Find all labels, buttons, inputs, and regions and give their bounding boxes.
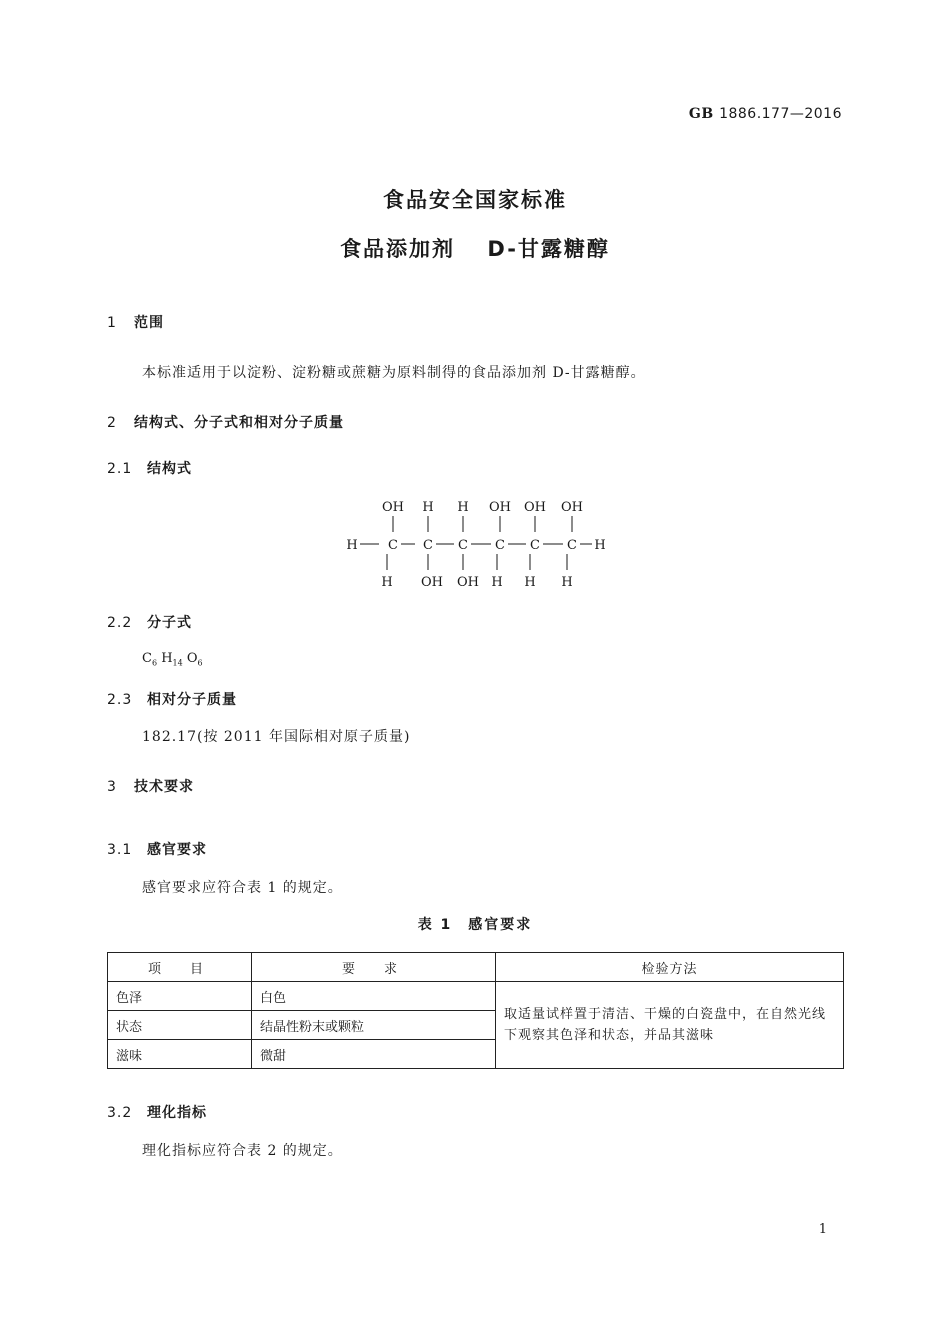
table-1-caption: 表 1 感官要求 xyxy=(417,917,533,933)
section-number: 2 xyxy=(107,415,117,431)
section-number: 2.1 xyxy=(107,461,133,477)
standard-prefix: GB xyxy=(688,106,714,122)
formula-h-count: 14 xyxy=(172,658,183,668)
formula-o-count: 6 xyxy=(197,658,203,668)
section-title: 结构式、分子式和相对分子质量 xyxy=(134,415,344,431)
structural-formula xyxy=(330,492,620,592)
section-number: 3.2 xyxy=(107,1105,133,1121)
table-cell-item: 色泽 xyxy=(108,982,252,1011)
struct-top-5: OH xyxy=(524,500,546,515)
table-cell-requirement: 微甜 xyxy=(252,1040,496,1069)
section-2-1-heading xyxy=(107,458,192,478)
document-title: 食品安全国家标准 xyxy=(383,188,567,212)
section-3-2-text: 理化指标应符合表 2 的规定。 xyxy=(142,1143,343,1159)
section-number: 2.3 xyxy=(107,692,133,708)
formula-h: H xyxy=(161,651,173,666)
struct-top-2: H xyxy=(422,500,434,515)
section-2-3-text: 182.17(按 2011 年国际相对原子质量) xyxy=(142,729,411,745)
struct-bottom-2: OH xyxy=(421,575,443,590)
struct-bottom-6: H xyxy=(561,575,573,590)
table-header-requirement: 要 求 xyxy=(252,953,496,982)
molecular-formula xyxy=(142,651,203,668)
section-3-1-heading xyxy=(107,839,207,859)
struct-carbon-4: C xyxy=(495,538,505,553)
struct-bottom-4: H xyxy=(491,575,503,590)
struct-top-3: H xyxy=(457,500,469,515)
struct-top-4: OH xyxy=(489,500,511,515)
struct-carbon-2: C xyxy=(423,538,433,553)
struct-bottom-3: OH xyxy=(457,575,479,590)
section-2-3-heading xyxy=(107,689,237,709)
section-number: 2.2 xyxy=(107,615,133,631)
struct-bottom-bonds xyxy=(387,554,567,570)
table-header-item: 项 目 xyxy=(108,953,252,982)
standard-number: 1886.177—2016 xyxy=(719,106,842,122)
section-3-heading xyxy=(107,776,194,796)
struct-carbon-5: C xyxy=(530,538,540,553)
section-title: 范围 xyxy=(134,315,164,331)
formula-c: C xyxy=(142,651,152,666)
section-title: 理化指标 xyxy=(147,1105,207,1121)
sensory-requirements-table xyxy=(107,952,844,1069)
section-1-text: 本标准适用于以淀粉、淀粉糖或蔗糖为原料制得的食品添加剂 D-甘露糖醇。 xyxy=(142,365,646,381)
section-1-heading xyxy=(107,312,164,332)
document-subtitle: 食品添加剂 D-甘露糖醇 xyxy=(340,237,610,261)
table-header-method: 检验方法 xyxy=(496,953,844,982)
struct-top-1: OH xyxy=(382,500,404,515)
struct-bottom-1: H xyxy=(381,575,393,590)
struct-bottom-5: H xyxy=(524,575,536,590)
table-header-row xyxy=(108,953,844,982)
formula-o: O xyxy=(186,651,198,666)
table-cell-item: 滋味 xyxy=(108,1040,252,1069)
section-2-heading xyxy=(107,412,344,432)
struct-top-6: OH xyxy=(561,500,583,515)
section-number: 1 xyxy=(107,315,117,331)
table-cell-item: 状态 xyxy=(108,1011,252,1040)
table-cell-requirement: 结晶性粉末或颗粒 xyxy=(252,1011,496,1040)
section-title: 结构式 xyxy=(147,461,192,477)
standard-code xyxy=(689,106,842,122)
struct-carbon-6: C xyxy=(567,538,577,553)
section-2-2-heading xyxy=(107,612,192,632)
struct-carbon-1: C xyxy=(388,538,398,553)
table-row xyxy=(108,982,844,1011)
section-title: 相对分子质量 xyxy=(147,692,237,708)
table-cell-method: 取适量试样置于清洁、干燥的白瓷盘中，在自然光线下观察其色泽和状态，并品其滋味 xyxy=(496,982,844,1069)
struct-end-left: H xyxy=(346,538,358,553)
section-number: 3 xyxy=(107,779,117,795)
section-3-2-heading xyxy=(107,1102,207,1122)
section-title: 技术要求 xyxy=(134,779,194,795)
section-number: 3.1 xyxy=(107,842,133,858)
struct-carbon-3: C xyxy=(458,538,468,553)
table-cell-requirement: 白色 xyxy=(252,982,496,1011)
struct-top-bonds xyxy=(393,516,572,532)
page-number: 1 xyxy=(818,1222,827,1237)
struct-end-right: H xyxy=(594,538,606,553)
section-title: 感官要求 xyxy=(147,842,207,858)
formula-c-count: 6 xyxy=(151,658,158,668)
section-title: 分子式 xyxy=(147,615,192,631)
section-3-1-text: 感官要求应符合表 1 的规定。 xyxy=(142,880,343,896)
